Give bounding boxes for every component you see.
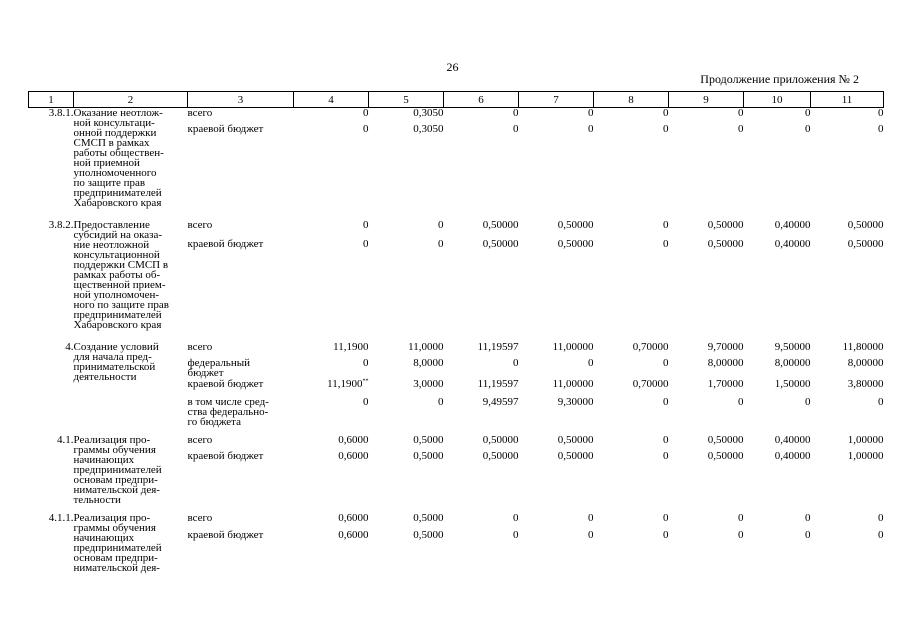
value-cell — [294, 124, 369, 220]
value-text: 0,50000 — [847, 237, 884, 250]
value-cell — [369, 530, 444, 573]
value-cell — [294, 397, 369, 435]
value-cell — [519, 513, 594, 530]
value-text: 1,00000 — [847, 433, 884, 446]
value-cell — [294, 435, 369, 451]
value-text: 0 — [738, 122, 744, 135]
value-cell — [744, 108, 811, 124]
value-cell — [594, 397, 669, 435]
value-cell — [594, 358, 669, 379]
value-text: 8,00000 — [847, 356, 884, 369]
value-cell — [811, 124, 884, 220]
value-text: 11,0000 — [408, 340, 444, 353]
table-row — [29, 108, 884, 124]
value-text: 1,00000 — [847, 449, 884, 462]
value-text: 0 — [738, 395, 744, 408]
value-cell — [811, 397, 884, 435]
value-cell — [444, 342, 519, 358]
item-code: 4.1.1. — [48, 511, 74, 524]
value-text: 0 — [738, 107, 744, 119]
value-text: 0 — [513, 122, 519, 135]
value-cell — [294, 358, 369, 379]
value-cell — [369, 124, 444, 220]
value-cell — [744, 342, 811, 358]
funding-source: всего — [187, 433, 213, 446]
value-cell — [744, 530, 811, 573]
value-text: 11,80000 — [842, 340, 884, 353]
value-cell — [594, 108, 669, 124]
value-text: 0,50000 — [847, 218, 884, 231]
funding-source: краевой бюджет — [187, 449, 264, 462]
value-text: 0 — [438, 237, 444, 250]
value-cell — [669, 451, 744, 513]
value-cell — [369, 342, 444, 358]
value-text: 0 — [438, 395, 444, 408]
value-text: 0 — [588, 107, 594, 119]
header-cell: 1 — [29, 92, 74, 108]
value-text: 3,80000 — [847, 377, 884, 390]
value-cell — [519, 108, 594, 124]
value-cell — [669, 239, 744, 342]
value-text: 0 — [805, 511, 811, 524]
value-cell — [811, 451, 884, 513]
value-text: 0 — [663, 237, 669, 250]
value-text: 0,50000 — [557, 433, 594, 446]
value-text: 0,50000 — [557, 218, 594, 231]
value-cell — [519, 451, 594, 513]
value-text: 0,50000 — [707, 449, 744, 462]
value-cell — [369, 239, 444, 342]
header-cell: 11 — [811, 92, 884, 108]
value-cell — [294, 239, 369, 342]
value-text: 0 — [588, 356, 594, 369]
value-cell — [519, 397, 594, 435]
item-name: Реализация про- граммы обучения начинающих предпринимателей основам предпри- нимательской дея- — [73, 511, 162, 574]
value-text: 0,50000 — [482, 433, 519, 446]
value-text: 0 — [663, 122, 669, 135]
funding-source: краевой бюджет — [187, 237, 264, 250]
header-cell: 5 — [369, 92, 444, 108]
value-text: 0 — [878, 395, 884, 408]
value-cell — [519, 124, 594, 220]
value-cell — [369, 220, 444, 239]
value-text: 11,1900 — [333, 340, 369, 353]
value-cell — [294, 108, 369, 124]
value-text: 0 — [363, 122, 369, 135]
value-cell — [369, 397, 444, 435]
value-cell — [811, 435, 884, 451]
value-text: 0 — [738, 511, 744, 524]
value-cell — [594, 342, 669, 358]
value-cell — [669, 220, 744, 239]
value-text: 0 — [805, 528, 811, 541]
value-cell — [744, 379, 811, 397]
value-cell — [369, 358, 444, 379]
value-cell — [369, 108, 444, 124]
value-text: 0,50000 — [557, 237, 594, 250]
budget-table — [28, 91, 884, 573]
value-cell — [519, 435, 594, 451]
value-text: 0 — [513, 356, 519, 369]
value-cell — [744, 397, 811, 435]
value-cell — [669, 530, 744, 573]
value-text: 0,50000 — [707, 218, 744, 231]
value-cell — [744, 513, 811, 530]
funding-source: краевой бюджет — [187, 528, 264, 541]
value-cell — [594, 220, 669, 239]
value-text: 1,50000 — [774, 377, 811, 390]
value-text: 0,6000 — [338, 433, 369, 446]
value-text: 8,00000 — [774, 356, 811, 369]
value-text: 9,49597 — [482, 395, 519, 408]
value-text: 0 — [878, 122, 884, 135]
value-cell — [444, 239, 519, 342]
table-row — [29, 220, 884, 239]
value-cell — [744, 435, 811, 451]
value-text: 0,5000 — [413, 511, 444, 524]
value-text: 8,0000 — [413, 356, 444, 369]
value-text: 11,19597 — [477, 377, 519, 390]
value-text: 0,6000 — [338, 528, 369, 541]
header-cell: 7 — [519, 92, 594, 108]
header-row — [29, 92, 884, 108]
header-cell: 3 — [188, 92, 294, 108]
value-cell — [444, 513, 519, 530]
value-text: 0 — [663, 107, 669, 119]
value-cell — [669, 513, 744, 530]
value-text: 0 — [663, 395, 669, 408]
value-cell — [369, 379, 444, 397]
value-cell — [444, 379, 519, 397]
value-text: 0 — [663, 528, 669, 541]
value-text: 0 — [663, 511, 669, 524]
value-text: 9,50000 — [774, 340, 811, 353]
item-name: Создание условий для начала пред- принимательской деятельности — [73, 340, 159, 383]
value-text: 0,5000 — [413, 528, 444, 541]
value-text: 0,40000 — [774, 449, 811, 462]
value-text: 9,30000 — [557, 395, 594, 408]
value-cell — [594, 435, 669, 451]
value-text: 0,40000 — [774, 218, 811, 231]
value-cell — [519, 530, 594, 573]
value-text: 0,50000 — [557, 449, 594, 462]
header-cell: 9 — [669, 92, 744, 108]
item-name: Предоставление субсидий на оказа- ние неотложной консультационной поддержки СМСП в рамках работы об- щественной прием- ной уполномочен- ного по защите прав предпринимателей Хабаровского края — [73, 218, 169, 331]
value-cell — [594, 379, 669, 397]
value-text: 0 — [588, 122, 594, 135]
value-cell — [444, 124, 519, 220]
value-text: 8,00000 — [707, 356, 744, 369]
value-cell — [811, 342, 884, 358]
value-cell — [294, 342, 369, 358]
funding-source: в том числе сред- ства федерально- го бюджета — [187, 395, 269, 428]
header-cell: 10 — [744, 92, 811, 108]
value-text: 0 — [363, 218, 369, 231]
value-text: 0 — [805, 107, 811, 119]
table-row — [29, 435, 884, 451]
value-cell — [294, 451, 369, 513]
item-name: Реализация про- граммы обучения начинающих предпринимателей основам предпри- нимательской дея- тельности — [73, 433, 162, 506]
value-text: 11,00000 — [552, 377, 594, 390]
value-text: 0,50000 — [482, 237, 519, 250]
value-text: 0,3050 — [413, 122, 444, 135]
header-cell: 2 — [74, 92, 188, 108]
value-cell — [744, 220, 811, 239]
value-cell — [594, 513, 669, 530]
value-cell — [519, 379, 594, 397]
value-text: 0 — [663, 449, 669, 462]
value-text: 11,19597 — [477, 340, 519, 353]
value-text: 0 — [513, 511, 519, 524]
item-code: 4.1. — [57, 433, 74, 446]
value-cell — [294, 513, 369, 530]
value-cell — [744, 239, 811, 342]
value-text: 0 — [663, 433, 669, 446]
value-cell — [811, 358, 884, 379]
funding-source: всего — [187, 107, 213, 119]
value-text: 0,50000 — [707, 433, 744, 446]
value-text: 0,6000 — [338, 511, 369, 524]
funding-source: краевой бюджет — [187, 377, 264, 390]
item-code: 3.8.1. — [48, 107, 74, 119]
value-text: 0,6000 — [338, 449, 369, 462]
value-text: 0 — [805, 395, 811, 408]
value-cell — [444, 435, 519, 451]
value-text: 3,0000 — [413, 377, 444, 390]
value-cell — [519, 342, 594, 358]
value-cell — [744, 124, 811, 220]
continuation-caption: Продолжение приложения № 2 — [700, 72, 859, 86]
value-text: 0 — [363, 395, 369, 408]
value-text: 0 — [513, 528, 519, 541]
value-cell — [811, 239, 884, 342]
value-cell — [369, 451, 444, 513]
value-cell — [594, 239, 669, 342]
value-cell — [811, 530, 884, 573]
item-name: Оказание неотлож- ной консультаци- онной поддержки СМСП в рамках работы обществен- ной приемной уполномоченного по защите прав предпринимателей Хабаровского края — [73, 107, 164, 209]
value-cell — [294, 379, 369, 397]
footnote-mark: ** — [362, 377, 369, 384]
value-cell — [444, 358, 519, 379]
value-cell — [594, 124, 669, 220]
value-cell — [669, 358, 744, 379]
value-cell — [519, 358, 594, 379]
funding-source: краевой бюджет — [187, 122, 264, 135]
value-cell — [669, 108, 744, 124]
value-cell — [811, 108, 884, 124]
value-text: 0,5000 — [413, 433, 444, 446]
value-text: 0 — [878, 528, 884, 541]
value-text: 0 — [878, 107, 884, 119]
value-cell — [519, 220, 594, 239]
value-cell — [669, 435, 744, 451]
value-cell — [519, 239, 594, 342]
value-text: 0 — [363, 356, 369, 369]
funding-source: федеральный бюджет — [187, 356, 250, 379]
value-cell — [444, 220, 519, 239]
value-cell — [294, 530, 369, 573]
value-text: 9,70000 — [707, 340, 744, 353]
funding-source: всего — [187, 511, 213, 524]
funding-source: всего — [187, 218, 213, 231]
value-text: 0 — [878, 511, 884, 524]
value-cell — [811, 379, 884, 397]
value-text: 0,5000 — [413, 449, 444, 462]
value-cell — [594, 451, 669, 513]
value-text: 0,50000 — [482, 449, 519, 462]
value-cell — [669, 379, 744, 397]
value-text: 0 — [588, 528, 594, 541]
value-text: 11,00000 — [552, 340, 594, 353]
value-cell — [369, 435, 444, 451]
value-text: 0 — [438, 218, 444, 231]
value-text: 0,40000 — [774, 237, 811, 250]
page-number: 26 — [446, 60, 459, 74]
table-body — [29, 108, 884, 573]
table-row — [29, 342, 884, 358]
value-cell — [811, 513, 884, 530]
value-text: 0 — [663, 356, 669, 369]
value-cell — [811, 220, 884, 239]
value-cell — [444, 530, 519, 573]
value-cell — [444, 451, 519, 513]
value-text: 0,50000 — [482, 218, 519, 231]
value-cell — [669, 124, 744, 220]
value-text: 0,40000 — [774, 433, 811, 446]
item-code: 4. — [65, 340, 74, 353]
value-cell — [669, 342, 744, 358]
value-cell — [669, 397, 744, 435]
value-text: 0 — [513, 107, 519, 119]
value-cell — [744, 358, 811, 379]
table-header — [29, 92, 884, 108]
value-cell — [744, 451, 811, 513]
header-cell: 8 — [594, 92, 669, 108]
value-cell — [369, 513, 444, 530]
value-text: 1,70000 — [707, 377, 744, 390]
value-text: 0 — [363, 107, 369, 119]
header-cell: 6 — [444, 92, 519, 108]
value-text: 0,70000 — [632, 377, 669, 390]
header-cell: 4 — [294, 92, 369, 108]
value-text: 0 — [805, 122, 811, 135]
table-row — [29, 513, 884, 530]
value-cell — [444, 397, 519, 435]
value-cell — [444, 108, 519, 124]
value-text: 0,50000 — [707, 237, 744, 250]
item-code: 3.8.2. — [48, 218, 74, 231]
funding-source: всего — [187, 340, 213, 353]
value-text: 0 — [738, 528, 744, 541]
value-text: 0 — [663, 218, 669, 231]
value-text: 0 — [363, 237, 369, 250]
value-text: 0,3050 — [413, 107, 444, 119]
value-text: 0 — [588, 511, 594, 524]
value-text: 11,1900 — [327, 377, 363, 390]
value-text: 0,70000 — [632, 340, 669, 353]
value-cell — [594, 530, 669, 573]
value-cell — [294, 220, 369, 239]
